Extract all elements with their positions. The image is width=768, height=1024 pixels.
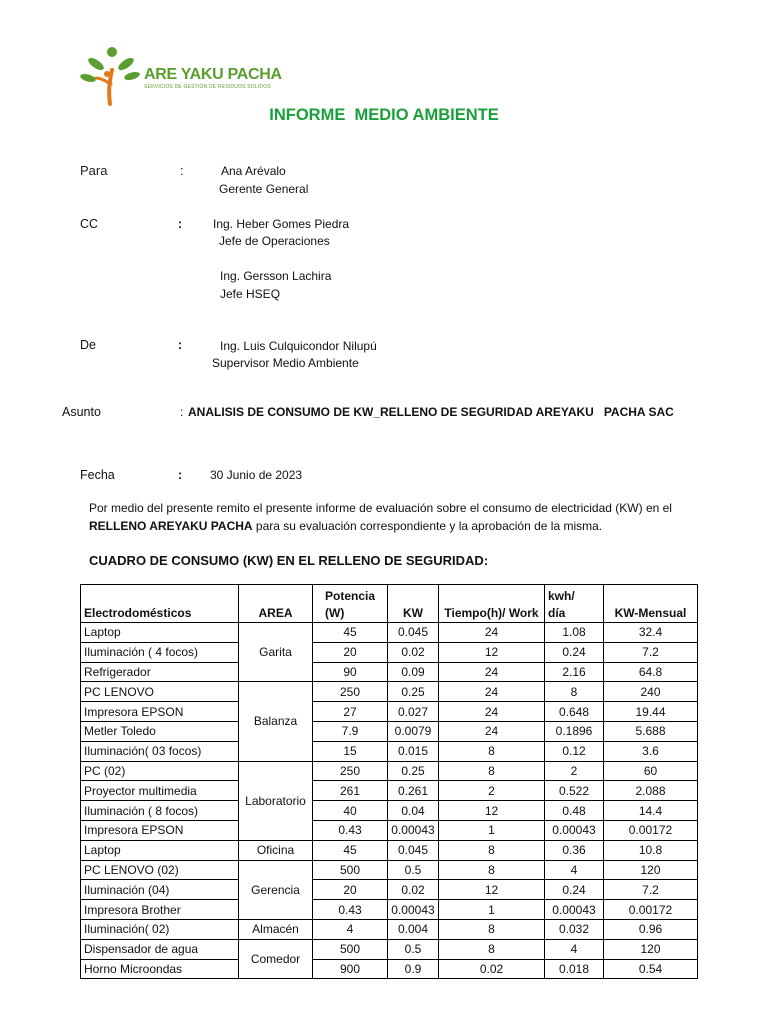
mensual-cell: 0.00172	[604, 900, 698, 920]
potencia-cell: 900	[313, 959, 388, 979]
para-role: Gerente General	[219, 182, 309, 196]
area-cell: Laboratorio	[239, 761, 313, 840]
fecha-colon: :	[178, 468, 183, 482]
kw-cell: 0.09	[388, 662, 439, 682]
kwh-cell: 2	[545, 761, 604, 781]
kw-cell: 0.02	[388, 642, 439, 662]
kw-cell: 0.5	[388, 860, 439, 880]
kw-cell: 0.0079	[388, 721, 439, 741]
kwh-cell: 0.24	[545, 880, 604, 900]
tiempo-cell: 0.02	[439, 959, 545, 979]
potencia-cell: 45	[313, 840, 388, 860]
de-colon: :	[178, 338, 183, 352]
table-row	[81, 682, 698, 702]
kw-cell: 0.00043	[388, 820, 439, 840]
table-row	[81, 919, 698, 939]
potencia-cell: 7.9	[313, 721, 388, 741]
asunto-colon: :	[180, 405, 184, 419]
para-colon: :	[180, 163, 184, 178]
table-row	[81, 761, 698, 781]
kw-cell: 0.04	[388, 801, 439, 821]
tiempo-cell: 24	[439, 682, 545, 702]
appliance-cell: Iluminación( 03 focos)	[81, 741, 239, 761]
kw-cell: 0.027	[388, 702, 439, 722]
potencia-cell: 45	[313, 623, 388, 643]
kwh-cell: 0.48	[545, 801, 604, 821]
tiempo-cell: 8	[439, 761, 545, 781]
fecha-label: Fecha	[80, 468, 115, 482]
appliance-cell: Iluminación ( 8 focos)	[81, 801, 239, 821]
de-role: Supervisor Medio Ambiente	[212, 356, 359, 370]
cc2-name: Ing. Gersson Lachira	[220, 269, 332, 283]
cc1-role: Jefe de Operaciones	[219, 234, 330, 248]
header-kwh: kwh/ día	[545, 585, 604, 623]
potencia-cell: 500	[313, 939, 388, 959]
appliance-cell: Refrigerador	[81, 662, 239, 682]
mensual-cell: 3.6	[604, 741, 698, 761]
tiempo-cell: 8	[439, 840, 545, 860]
tiempo-cell: 24	[439, 702, 545, 722]
kw-cell: 0.045	[388, 840, 439, 860]
tiempo-cell: 12	[439, 880, 545, 900]
appliance-cell: Laptop	[81, 623, 239, 643]
header-mensual: KW-Mensual	[604, 585, 698, 623]
appliance-cell: Impresora EPSON	[81, 820, 239, 840]
logo-tree-icon	[80, 44, 140, 108]
potencia-cell: 0.43	[313, 820, 388, 840]
cc1-name: Ing. Heber Gomes Piedra	[213, 217, 350, 231]
tiempo-cell: 1	[439, 900, 545, 920]
mensual-cell: 0.96	[604, 919, 698, 939]
area-cell: Oficina	[239, 840, 313, 860]
cc-colon: :	[178, 217, 183, 231]
potencia-cell: 20	[313, 880, 388, 900]
mensual-cell: 14.4	[604, 801, 698, 821]
mensual-cell: 240	[604, 682, 698, 702]
appliance-cell: Impresora Brother	[81, 900, 239, 920]
kwh-cell: 0.522	[545, 781, 604, 801]
consumption-table	[80, 584, 698, 979]
intro-paragraph: Por medio del presente remito el presente informe de evaluación sobre el consumo de electricidad (KW) en el RELLENO AREYAKU PACHA para su evaluación correspondiente y la aprobación de la misma.	[89, 501, 672, 533]
logo-tagline: SERVICIOS DE GESTIÓN DE RESIDUOS SOLIDOS	[144, 84, 271, 90]
section-title: CUADRO DE CONSUMO (KW) EN EL RELLENO DE SEGURIDAD:	[89, 553, 489, 568]
kwh-cell: 4	[545, 860, 604, 880]
table-row	[81, 781, 698, 801]
table-row	[81, 623, 698, 643]
kwh-cell: 0.032	[545, 919, 604, 939]
mensual-cell: 0.54	[604, 959, 698, 979]
potencia-cell: 261	[313, 781, 388, 801]
cc2-role: Jefe HSEQ	[220, 287, 281, 301]
fecha-value: 30 Junio de 2023	[210, 468, 303, 482]
de-name: Ing. Luis Culquicondor Nilupú	[220, 339, 377, 353]
appliance-cell: Proyector multimedia	[81, 781, 239, 801]
para-label: Para	[80, 163, 108, 178]
kw-cell: 0.5	[388, 939, 439, 959]
tiempo-cell: 12	[439, 642, 545, 662]
table-row	[81, 959, 698, 979]
tiempo-cell: 1	[439, 820, 545, 840]
table-row	[81, 939, 698, 959]
potencia-cell: 90	[313, 662, 388, 682]
appliance-cell: Laptop	[81, 840, 239, 860]
tiempo-cell: 8	[439, 741, 545, 761]
potencia-cell: 500	[313, 860, 388, 880]
tiempo-cell: 8	[439, 939, 545, 959]
tiempo-cell: 8	[439, 919, 545, 939]
table-row	[81, 840, 698, 860]
table-row	[81, 820, 698, 840]
tiempo-cell: 24	[439, 662, 545, 682]
kwh-cell: 0.12	[545, 741, 604, 761]
kw-cell: 0.015	[388, 741, 439, 761]
potencia-cell: 40	[313, 801, 388, 821]
header-kw: KW	[388, 585, 439, 623]
mensual-cell: 5.688	[604, 721, 698, 741]
appliance-cell: PC LENOVO	[81, 682, 239, 702]
header-area: AREA	[239, 585, 313, 623]
kwh-cell: 0.00043	[545, 900, 604, 920]
mensual-cell: 64.8	[604, 662, 698, 682]
kwh-cell: 4	[545, 939, 604, 959]
potencia-cell: 20	[313, 642, 388, 662]
kwh-cell: 0.00043	[545, 820, 604, 840]
area-cell: Balanza	[239, 682, 313, 761]
kwh-cell: 2.16	[545, 662, 604, 682]
header-tiempo: Tiempo(h)/ Work	[439, 585, 545, 623]
kwh-cell: 0.1896	[545, 721, 604, 741]
mensual-cell: 10.8	[604, 840, 698, 860]
potencia-cell: 250	[313, 761, 388, 781]
area-cell: Almacén	[239, 919, 313, 939]
mensual-cell: 120	[604, 939, 698, 959]
potencia-cell: 27	[313, 702, 388, 722]
table-body	[81, 623, 698, 979]
appliance-cell: Horno Microondas	[81, 959, 239, 979]
mensual-cell: 19.44	[604, 702, 698, 722]
table-row	[81, 721, 698, 741]
kwh-cell: 1.08	[545, 623, 604, 643]
kw-cell: 0.02	[388, 880, 439, 900]
company-logo	[80, 44, 280, 108]
table-header-row	[81, 585, 698, 623]
header-electro: Electrodomésticos	[81, 585, 239, 623]
appliance-cell: Metler Toledo	[81, 721, 239, 741]
area-cell: Comedor	[239, 939, 313, 979]
para-name: Ana Arévalo	[221, 164, 286, 178]
tiempo-cell: 2	[439, 781, 545, 801]
table-row	[81, 702, 698, 722]
mensual-cell: 7.2	[604, 880, 698, 900]
asunto-label: Asunto	[62, 405, 101, 419]
appliance-cell: Iluminación( 02)	[81, 919, 239, 939]
kw-cell: 0.25	[388, 682, 439, 702]
mensual-cell: 120	[604, 860, 698, 880]
asunto-value: ANALISIS DE CONSUMO DE KW_RELLENO DE SEGURIDAD AREYAKU PACHA SAC	[188, 405, 674, 419]
table-row	[81, 860, 698, 880]
kw-cell: 0.261	[388, 781, 439, 801]
potencia-cell: 0.43	[313, 900, 388, 920]
tiempo-cell: 24	[439, 623, 545, 643]
mensual-cell: 60	[604, 761, 698, 781]
potencia-cell: 4	[313, 919, 388, 939]
area-cell: Garita	[239, 623, 313, 682]
table-row	[81, 642, 698, 662]
kwh-cell: 0.36	[545, 840, 604, 860]
kwh-cell: 8	[545, 682, 604, 702]
cc-label: CC	[80, 217, 99, 231]
table-row	[81, 900, 698, 920]
kwh-cell: 0.648	[545, 702, 604, 722]
mensual-cell: 0.00172	[604, 820, 698, 840]
appliance-cell: Iluminación ( 4 focos)	[81, 642, 239, 662]
de-label: De	[80, 338, 96, 352]
kwh-cell: 0.018	[545, 959, 604, 979]
table-row	[81, 741, 698, 761]
appliance-cell: Iluminación (04)	[81, 880, 239, 900]
header-potencia: Potencia (W)	[313, 585, 388, 623]
appliance-cell: Dispensador de agua	[81, 939, 239, 959]
tiempo-cell: 24	[439, 721, 545, 741]
table-row	[81, 662, 698, 682]
area-cell: Gerencia	[239, 860, 313, 919]
table-row	[81, 880, 698, 900]
logo-wordmark: ARE YAKU PACHA	[144, 66, 282, 83]
kwh-cell: 0.24	[545, 642, 604, 662]
table-row	[81, 801, 698, 821]
mensual-cell: 2.088	[604, 781, 698, 801]
kw-cell: 0.00043	[388, 900, 439, 920]
kw-cell: 0.25	[388, 761, 439, 781]
potencia-cell: 250	[313, 682, 388, 702]
mensual-cell: 32.4	[604, 623, 698, 643]
potencia-cell: 15	[313, 741, 388, 761]
tiempo-cell: 12	[439, 801, 545, 821]
document-title: INFORME MEDIO AMBIENTE	[269, 106, 499, 124]
appliance-cell: PC LENOVO (02)	[81, 860, 239, 880]
mensual-cell: 7.2	[604, 642, 698, 662]
appliance-cell: Impresora EPSON	[81, 702, 239, 722]
kw-cell: 0.9	[388, 959, 439, 979]
kw-cell: 0.004	[388, 919, 439, 939]
tiempo-cell: 8	[439, 860, 545, 880]
appliance-cell: PC (02)	[81, 761, 239, 781]
kw-cell: 0.045	[388, 623, 439, 643]
